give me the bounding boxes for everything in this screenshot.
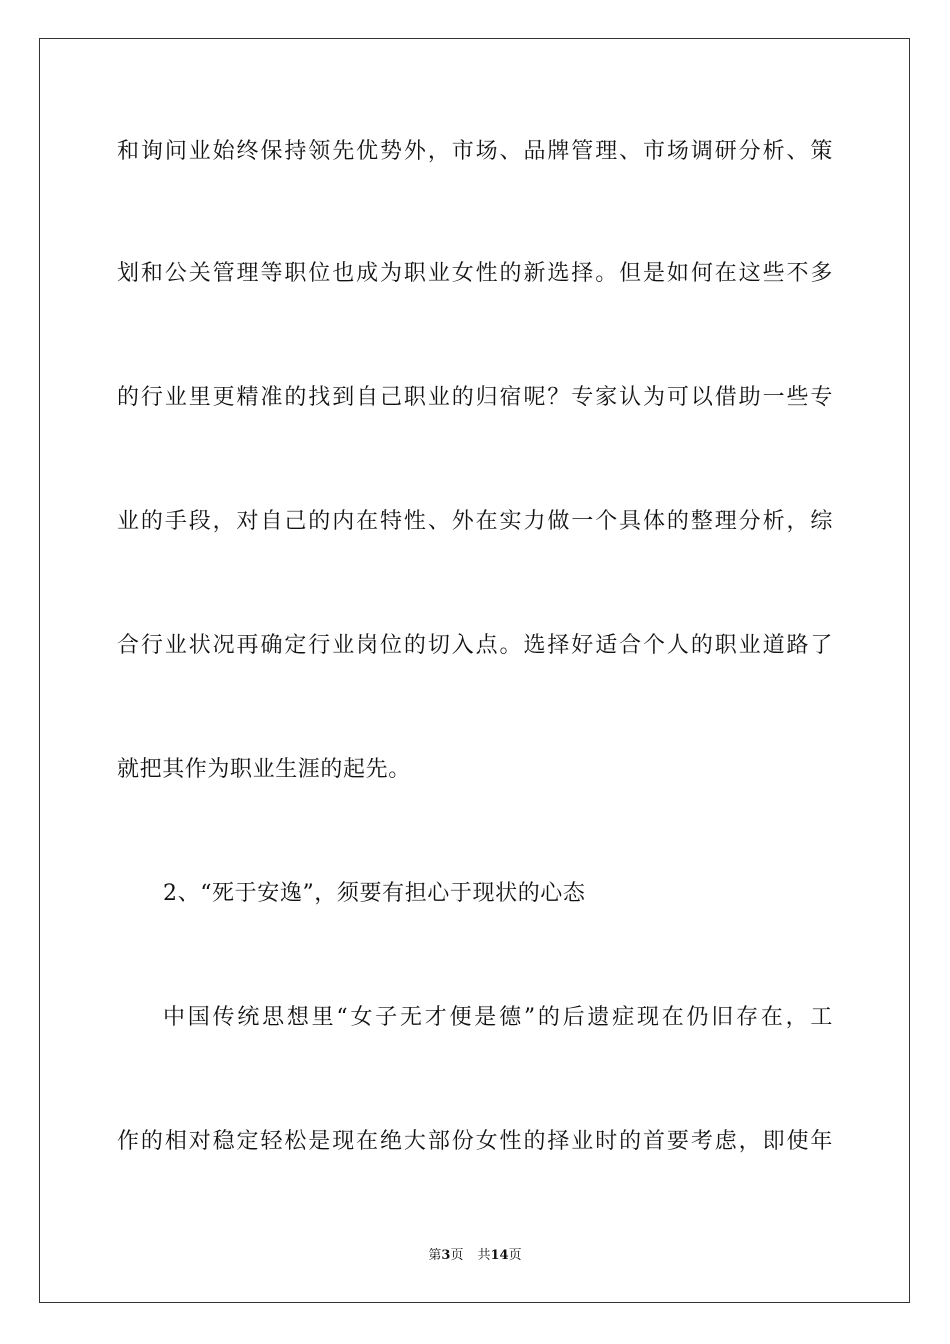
footer-total-suffix: 页: [508, 1248, 522, 1263]
body-text-line-6: 就把其作为职业生涯的起先。: [117, 757, 411, 782]
body-text-line-5: 合行业状况再确定行业岗位的切入点。选择好适合个人的职业道路了: [117, 633, 833, 658]
body-text-line-3: 的行业里更精准的找到自己职业的归宿呢？专家认为可以借助一些专: [117, 385, 833, 410]
body-text-line-2: 划和公关管理等职位也成为职业女性的新选择。但是如何在这些不多: [117, 261, 833, 286]
footer-total-prefix: 共: [477, 1248, 491, 1263]
body-text-line-8: 作的相对稳定轻松是现在绝大部份女性的择业时的首要考虑，即使年: [117, 1129, 833, 1154]
page-border: [39, 38, 910, 1303]
footer-page-prefix: 第: [428, 1248, 442, 1263]
footer-total-pages: 14: [490, 1248, 509, 1263]
body-text-line-7: 中国传统思想里“女子无才便是德”的后遗症现在仍旧存在，工: [163, 1005, 833, 1030]
section-heading: 2、“死于安逸”，须要有担心于现状的心态: [163, 881, 586, 906]
footer-page-number: 3: [441, 1248, 451, 1263]
body-text-line-4: 业的手段，对自己的内在特性、外在实力做一个具体的整理分析，综: [117, 509, 833, 534]
footer-page-suffix: 页: [450, 1248, 464, 1263]
page-footer: [0, 1247, 950, 1265]
body-text-line-1: 和询问业始终保持领先优势外，市场、品牌管理、市场调研分析、策: [117, 139, 833, 164]
